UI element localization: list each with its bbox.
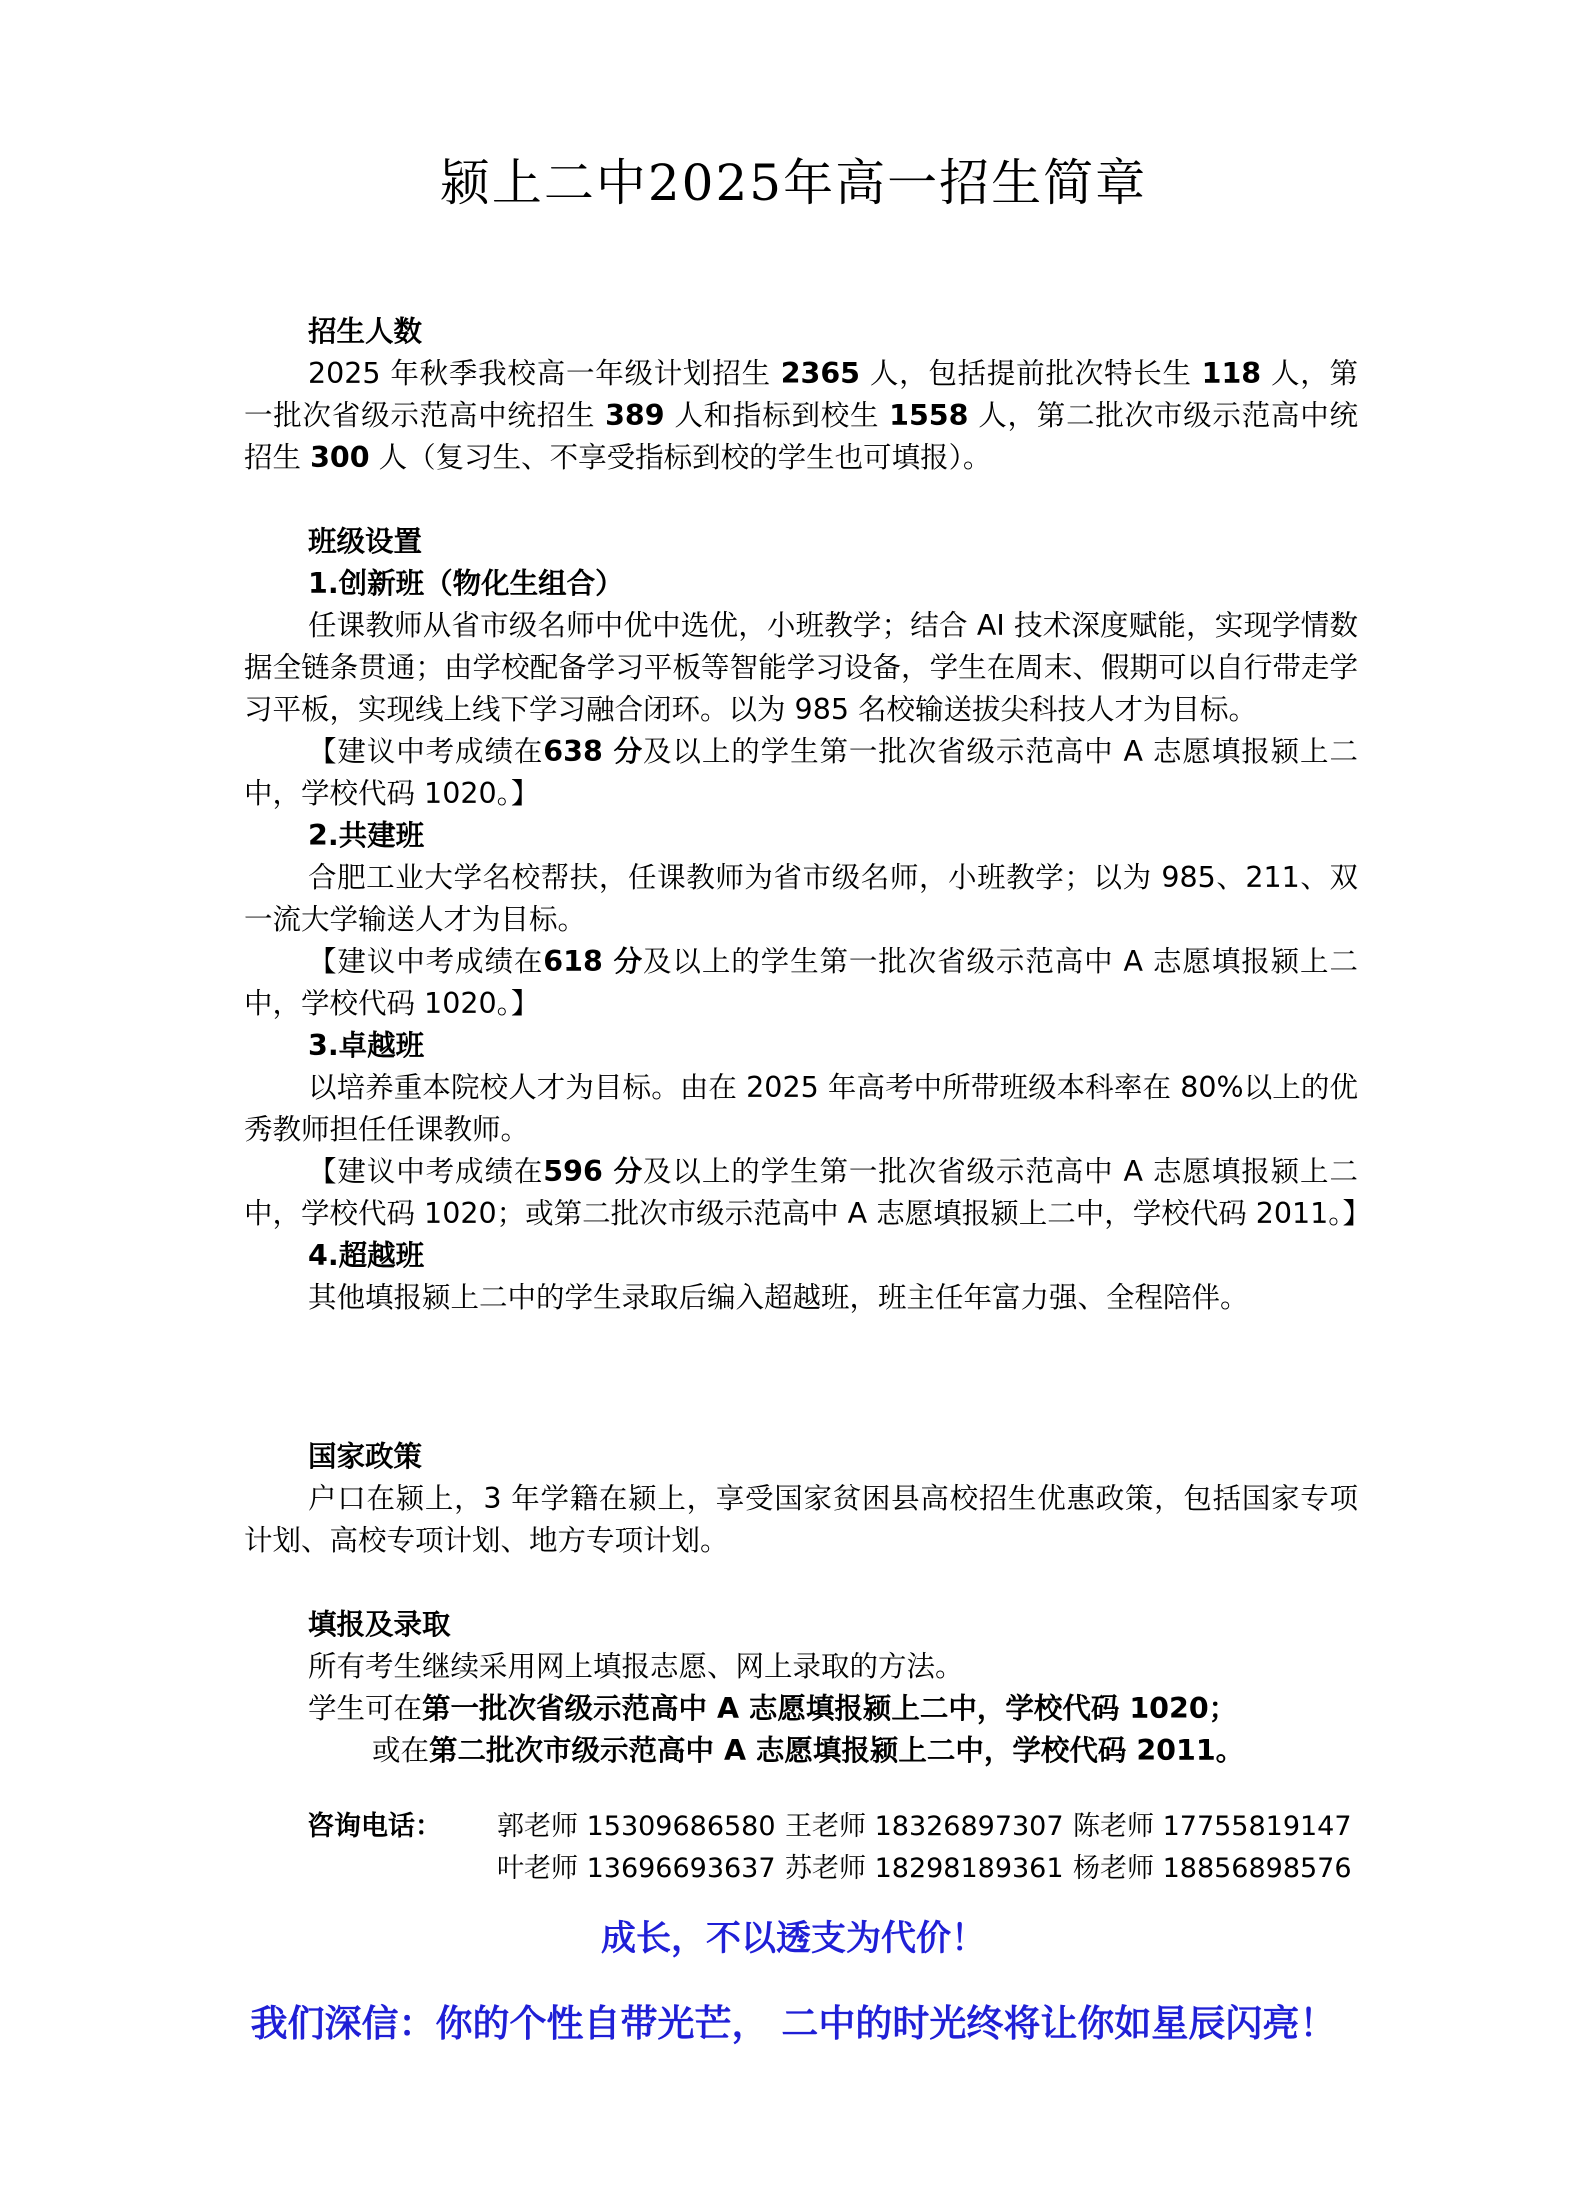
enrollment-text-6: 人（复习生、不享受指标到校的学生也可填报）。: [369, 441, 992, 474]
enrollment-text-5: 人，第二批次市级示范高中统招生: [244, 399, 1358, 474]
quota-count: 1558: [889, 399, 969, 432]
admission-line-3: [372, 1730, 1358, 1772]
contact-phone: 郭老师 15309686580: [497, 1811, 776, 1842]
beyond-class-desc: 其他填报颍上二中的学生录取后编入超越班，班主任年富力强、全程陪伴。: [308, 1281, 1249, 1314]
advice-text: 及以上的学生第一批次省级示范高中 A 志愿填报颍上二中，学校代码 1020。】: [244, 945, 1358, 1020]
advice-text: 及以上的学生第一批次省级示范高中 A 志愿填报颍上二中，学校代码 1020。】: [244, 735, 1358, 810]
slogan-growth: 成长，不以透支为代价！: [600, 1918, 986, 1959]
admission-text: 学生可在: [308, 1692, 423, 1725]
advice-text: 【建议中考成绩在: [308, 1155, 544, 1188]
admission-first-batch: 第一批次省级示范高中 A 志愿填报颍上二中，学校代码 1020；: [422, 1692, 1238, 1725]
enrollment-section: [244, 311, 1358, 479]
provincial-count: 389: [605, 399, 665, 432]
innovation-class-title: 1.创新班（物化生组合）: [308, 567, 624, 600]
admission-line-1: 所有考生继续采用网上填报志愿、网上录取的方法。: [308, 1650, 964, 1683]
admission-heading: 填报及录取: [308, 1608, 451, 1641]
innovation-class-desc: 任课教师从省市级名师中优中选优，小班教学；结合 AI 技术深度赋能，实现学情数据全链条贯通；由学校配备学习平板等智能学习设备，学生在周末、假期可以自行带走学习平板，实现线上线下学习融合闭环。以为 985 名校输送拔尖科技人才为目标。: [244, 609, 1358, 726]
excellence-class-title: 3.卓越班: [308, 1029, 425, 1062]
advice-text: 【建议中考成绩在: [308, 735, 544, 768]
total-count: 2365: [780, 357, 861, 390]
municipal-count: 300: [310, 441, 370, 474]
cobuild-class-title: 2.共建班: [308, 819, 425, 852]
excellence-class-advice: [244, 1151, 1372, 1235]
advice-text: 【建议中考成绩在: [308, 945, 544, 978]
policy-heading: 国家政策: [308, 1440, 423, 1473]
enrollment-paragraph: [244, 353, 1358, 479]
innovation-class-advice: [244, 731, 1358, 815]
admission-second-batch: 第二批次市级示范高中 A 志愿填报颍上二中，学校代码 2011。: [429, 1734, 1245, 1767]
slogan-belief: 我们深信：你的个性自带光芒， 二中的时光终将让你如星辰闪亮！: [250, 2001, 1337, 2045]
specialty-count: 118: [1201, 357, 1262, 390]
contact-phone: 杨老师 18856898576: [1073, 1853, 1352, 1884]
enrollment-text-1: 2025 年秋季我校高一年级计划招生: [308, 357, 781, 390]
innovation-score: 638 分: [543, 735, 644, 768]
beyond-class-title: 4.超越班: [308, 1239, 425, 1272]
contact-phone: 陈老师 17755819147: [1073, 1811, 1352, 1842]
contact-phone: 叶老师 13696693637: [497, 1853, 776, 1884]
admission-section: [244, 1604, 1358, 1772]
cobuild-class-desc: 合肥工业大学名校帮扶，任课教师为省市级名师，小班教学；以为 985、211、双一流大学输送人才为目标。: [244, 861, 1358, 936]
cobuild-score: 618 分: [543, 945, 644, 978]
policy-desc: 户口在颍上，3 年学籍在颍上，享受国家贫困县高校招生优惠政策，包括国家专项计划、高校专项计划、地方专项计划。: [244, 1482, 1358, 1557]
enrollment-text-2: 人，包括提前批次特长生: [860, 357, 1202, 390]
contact-phone: 王老师 18326897307: [785, 1811, 1064, 1842]
excellence-score: 596 分: [543, 1155, 644, 1188]
page-title: 颍上二中2025年高一招生简章: [439, 154, 1148, 212]
contacts-label: 咨询电话：: [307, 1811, 442, 1842]
advice-text: 及以上的学生第一批次省级示范高中 A 志愿填报颍上二中，学校代码 1020；或第二批次市级示范高中 A 志愿填报颍上二中，学校代码 2011。】: [244, 1155, 1372, 1230]
enrollment-text-4: 人和指标到校生: [664, 399, 890, 432]
enrollment-text-3: 人，第一批次省级示范高中统招生: [244, 357, 1359, 432]
classes-section: [244, 521, 1372, 1319]
cobuild-class-advice: [244, 941, 1358, 1025]
excellence-class-desc: 以培养重本院校人才为目标。由在 2025 年高考中所带班级本科率在 80%以上的优秀教师担任任课教师。: [244, 1071, 1358, 1146]
contact-phone: 苏老师 18298189361: [785, 1853, 1064, 1884]
policy-section: [244, 1436, 1358, 1562]
admission-line-2: [308, 1688, 1358, 1730]
enrollment-heading: 招生人数: [308, 315, 423, 348]
admission-text: 或在: [372, 1734, 430, 1767]
classes-heading: 班级设置: [308, 525, 423, 558]
